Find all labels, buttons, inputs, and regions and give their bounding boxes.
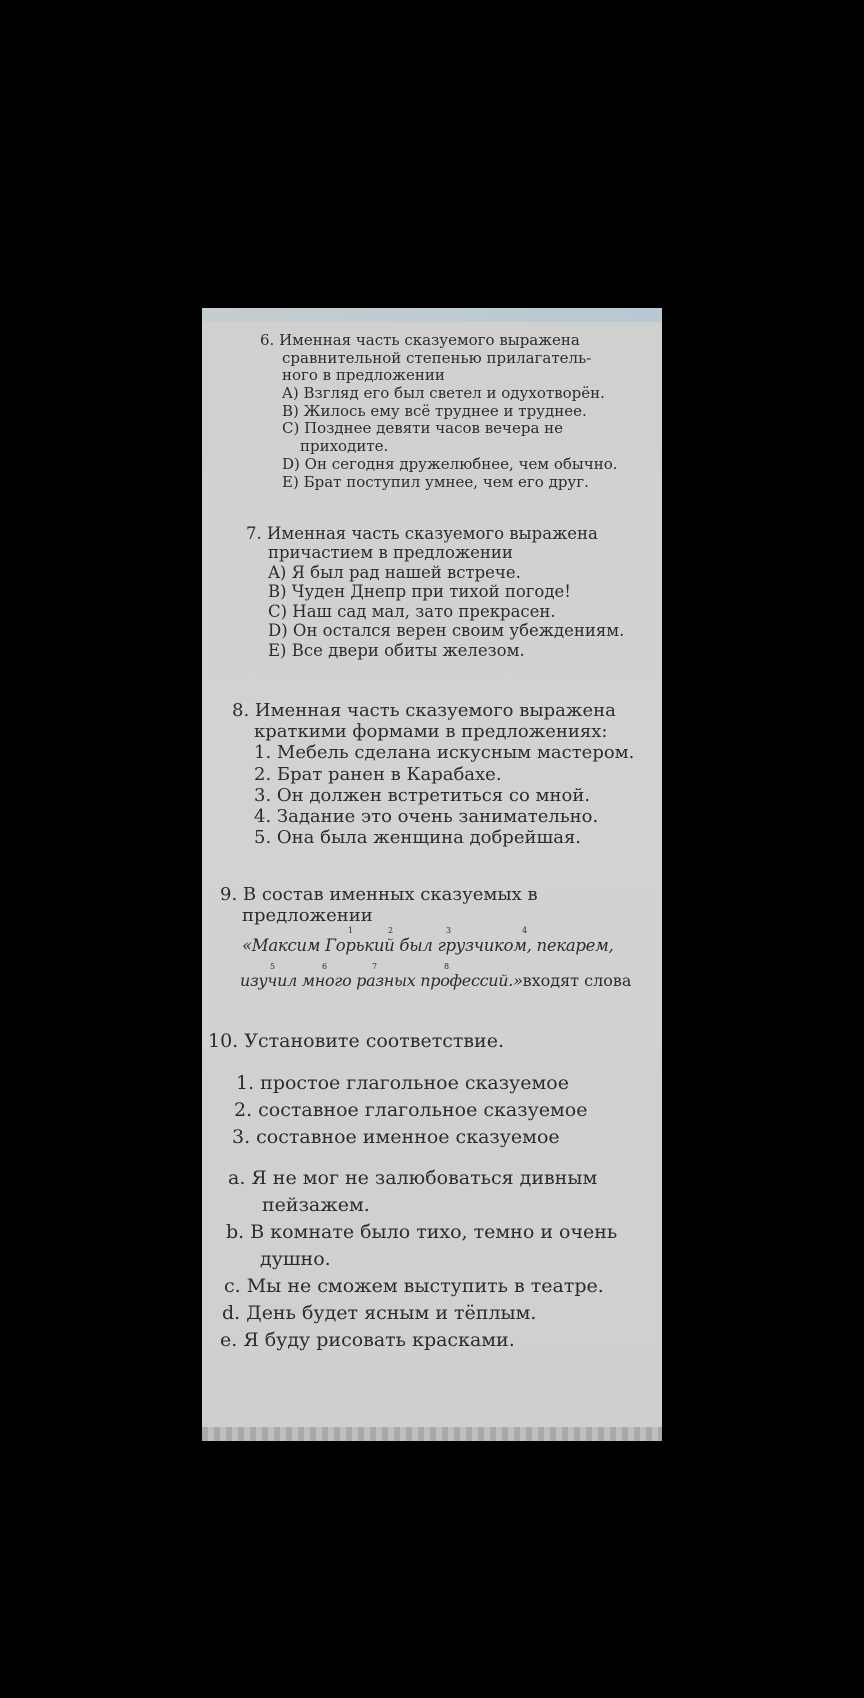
- q10-example-c: c. Мы не сможем выступить в театре.: [224, 1275, 604, 1298]
- page-bottom-edge: [202, 1427, 662, 1441]
- question-6: [260, 332, 618, 491]
- q10-title: 10. Установите соответствие.: [208, 1030, 505, 1052]
- q10-example-a: a. Я не мог не залюбоваться дивным: [228, 1167, 598, 1190]
- q10-type-1: 1. простое глагольное сказуемое: [236, 1072, 569, 1095]
- q10-type-2: 2. составное глагольное сказуемое: [234, 1099, 588, 1122]
- q6-title-line-2: сравнительной степенью прилагатель-: [282, 348, 592, 367]
- q7-option-a: A) Я был рад нашей встрече.: [268, 562, 521, 582]
- page-top-edge: [202, 308, 662, 322]
- q9-title-line-1: 9. В состав именных сказуемых в: [220, 884, 538, 905]
- q6-option-a: A) Взгляд его был светел и одухотворён.: [282, 384, 605, 403]
- q6-option-c-cont: приходите.: [300, 437, 389, 456]
- question-9: [220, 884, 631, 991]
- q7-option-d: D) Он остался верен своим убеждениям.: [268, 621, 625, 641]
- q10-type-3: 3. составное именное сказуемое: [232, 1126, 560, 1149]
- q7-option-b: B) Чуден Днепр при тихой погоде!: [268, 582, 571, 602]
- q9-word-numbers-row-1: [220, 926, 631, 936]
- q8-option-1: 1. Мебель сделана искусным мастером.: [254, 742, 635, 764]
- q6-option-c: C) Позднее девяти часов вечера не: [282, 419, 564, 438]
- question-10: [208, 1030, 617, 1354]
- q7-title-line-2: причастием в предложении: [268, 543, 513, 563]
- q8-title-line-1: 8. Именная часть сказуемого выражена: [232, 700, 616, 721]
- q8-title-line-2: краткими формами в предложениях:: [254, 721, 608, 743]
- q8-option-2: 2. Брат ранен в Карабахе.: [254, 763, 502, 785]
- question-8: [232, 700, 634, 849]
- q10-example-b: b. В комнате было тихо, темно и очень: [226, 1221, 618, 1244]
- q10-example-b-cont: душно.: [260, 1248, 331, 1271]
- q9-sentence-part-2: изучил много разных профессий.»: [240, 970, 523, 990]
- word-number: 2: [388, 926, 394, 936]
- textbook-page: [202, 308, 662, 1441]
- q7-option-c: C) Наш сад мал, зато прекрасен.: [268, 601, 556, 621]
- q6-option-b: B) Жилось ему всё труднее и труднее.: [282, 401, 587, 420]
- word-number: 6: [322, 961, 328, 971]
- q9-tail: входят слова: [522, 970, 632, 990]
- q7-option-e: E) Все двери обиты железом.: [268, 640, 525, 660]
- q6-option-d: D) Он сегодня дружелюбнее, чем обычно.: [282, 454, 618, 473]
- q10-example-a-cont: пейзажем.: [262, 1194, 370, 1217]
- word-number: 3: [446, 926, 452, 936]
- q8-option-4: 4. Задание это очень занимательно.: [254, 806, 599, 828]
- q7-title-line-1: 7. Именная часть сказуемого выражена: [246, 524, 598, 543]
- word-number: 5: [270, 961, 276, 971]
- q6-title-line-3: ного в предложении: [282, 366, 445, 385]
- q9-sentence-line-1: «Максим Горький был грузчиком, пекарем,: [242, 936, 614, 956]
- word-number: 7: [372, 961, 378, 971]
- q10-example-e: e. Я буду рисовать красками.: [220, 1329, 515, 1352]
- q8-option-3: 3. Он должен встретиться со мной.: [254, 784, 591, 806]
- q10-example-d: d. День будет ясным и тёплым.: [222, 1302, 537, 1325]
- q6-option-e: E) Брат поступил умнее, чем его друг.: [282, 472, 589, 491]
- q9-word-numbers-row-2: [220, 962, 631, 972]
- q9-title-line-2: предложении: [242, 905, 373, 927]
- q9-sentence-line-2: [220, 972, 631, 991]
- word-number: 8: [444, 961, 450, 971]
- question-7: [246, 524, 624, 660]
- word-number: 1: [348, 926, 354, 936]
- word-number: 4: [522, 926, 528, 936]
- q6-title-line-1: 6. Именная часть сказуемого выражена: [260, 331, 580, 349]
- q8-option-5: 5. Она была женщина добрейшая.: [254, 827, 582, 849]
